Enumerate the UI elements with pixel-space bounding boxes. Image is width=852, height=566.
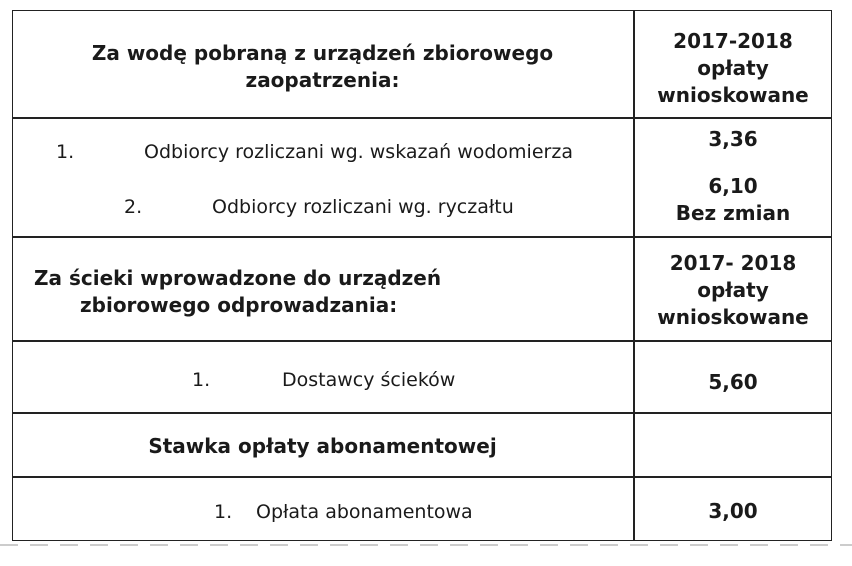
subscription-heading: Stawka opłaty abonamentowej: [148, 434, 497, 458]
scan-artifact-line: [0, 544, 852, 546]
sewage-item-value: 5,60: [708, 370, 758, 394]
sewage-heading-line1: Za ścieki wprowadzone do urządzeń: [34, 266, 442, 290]
subscription-item-number: 1.: [214, 501, 233, 523]
water-section-heading: [12, 40, 633, 94]
water-item-label: Odbiorcy rozliczani wg. ryczałtu: [212, 196, 514, 218]
fee-period: 2017-2018: [673, 29, 793, 53]
sewage-item-number: 1.: [192, 369, 211, 391]
subscription-item-label: Opłata abonamentowa: [256, 501, 473, 523]
subscription-item-value: 3,00: [708, 499, 758, 523]
water-note: Bez zmian: [675, 201, 791, 225]
fee-status: wnioskowane: [657, 83, 809, 107]
row-divider: [12, 236, 832, 238]
water-item-value: 6,10: [708, 174, 758, 198]
row-divider: [12, 412, 832, 414]
water-item-number: 2.: [124, 196, 143, 218]
fee-label: opłaty: [697, 278, 769, 302]
row-divider: [12, 117, 832, 119]
fee-period: 2017- 2018: [669, 251, 797, 275]
fee-status: wnioskowane: [657, 305, 809, 329]
water-item-number: 1.: [56, 141, 75, 163]
water-heading-line1: Za wodę pobraną z urządzeń zbiorowego: [91, 41, 554, 65]
row-divider: [12, 476, 832, 478]
water-fee-heading: [634, 28, 832, 109]
water-heading-line2: zaopatrzenia:: [245, 68, 400, 92]
water-item-label: Odbiorcy rozliczani wg. wskazań wodomierza: [144, 141, 573, 163]
fee-label: opłaty: [697, 56, 769, 80]
sewage-item-label: Dostawcy ścieków: [282, 369, 456, 391]
water-item-value: 3,36: [708, 127, 758, 151]
sewage-heading-line2: zbiorowego odprowadzania:: [80, 293, 398, 317]
row-divider: [12, 340, 832, 342]
sewage-fee-heading: [634, 250, 832, 331]
